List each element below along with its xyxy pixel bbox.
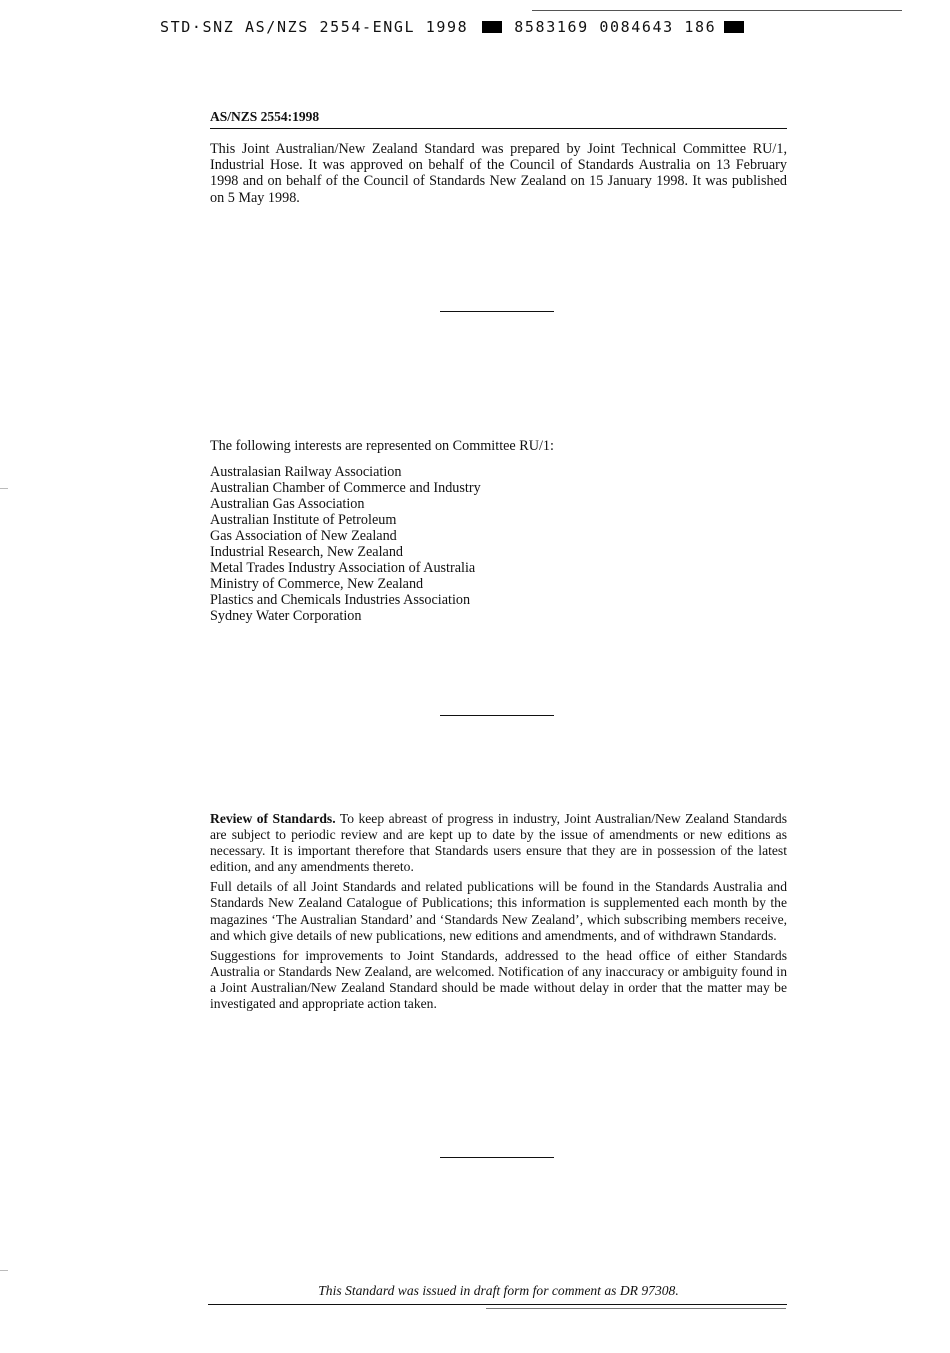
scan-header-left-text: STD·SNZ AS/NZS 2554-ENGL 1998: [160, 18, 469, 36]
scan-mark-block: [482, 21, 502, 33]
committee-member: Industrial Research, New Zealand: [210, 544, 404, 560]
committee-intro: The following interests are represented on Committee RU/1:: [210, 438, 554, 454]
review-of-standards: [210, 811, 787, 1016]
section-divider: [440, 311, 554, 312]
scan-header-right-text: 8583169 0084643 186: [514, 18, 717, 36]
committee-member: Plastics and Chemicals Industries Association: [210, 592, 471, 608]
committee-member: Australian Gas Association: [210, 496, 365, 512]
review-paragraph: Suggestions for improvements to Joint Standards, addressed to the head office of either Standards Australia or Standards New Zealand, are welcomed. Notification of any inaccuracy or ambiguity found in a Joint Australian/New Zealand Standard should be made without delay in order that the matter may be investigated and appropriate action taken.: [210, 947, 787, 1012]
committee-member: Australian Chamber of Commerce and Industry: [210, 480, 481, 496]
scan-mark-block: [724, 21, 744, 33]
scan-edge-mark: [0, 1270, 8, 1271]
review-heading: Review of Standards.: [210, 811, 336, 826]
committee-interests: [210, 438, 787, 624]
footer-rule: [208, 1304, 787, 1305]
committee-member: Australian Institute of Petroleum: [210, 512, 397, 528]
committee-member: Gas Association of New Zealand: [210, 528, 397, 544]
scan-header: [160, 18, 820, 36]
draft-footer-note: This Standard was issued in draft form for comment as DR 97308.: [318, 1283, 679, 1298]
footer-rule-secondary: [486, 1308, 786, 1309]
section-divider: [440, 715, 554, 716]
approval-paragraph: This Joint Australian/New Zealand Standard was prepared by Joint Technical Committee RU/1, Industrial Hose. It was approved on behalf of the Council of Standards Australia on 13 February 1998 and on behalf of the Council of Standards New Zealand on 15 January 1998. It was published on 5 May 1998.: [210, 141, 787, 206]
review-paragraph-text: To keep abreast of progress in industry, Joint Australian/New Zealand Standards are subject to periodic review and are kept up to date by the issue of amendments or new editions as necessary. It is important therefore that Standards users ensure that they are in possession of the latest edition, and any amendments thereto.: [210, 811, 788, 875]
standard-number-heading: AS/NZS 2554:1998: [210, 109, 787, 129]
review-paragraph: [210, 811, 787, 875]
committee-member: Sydney Water Corporation: [210, 608, 362, 624]
committee-member: Metal Trades Industry Association of Australia: [210, 560, 476, 576]
committee-member: Australasian Railway Association: [210, 464, 402, 480]
committee-member: Ministry of Commerce, New Zealand: [210, 576, 424, 592]
scan-edge-mark: [0, 488, 8, 489]
scan-header-rule: [532, 10, 902, 11]
section-divider: [440, 1157, 554, 1158]
review-paragraph: Full details of all Joint Standards and related publications will be found in the Standards Australia and Standards New Zealand Catalogue of Publications; this information is supplemented each month by the magazines ‘The Australian Standard’ and ‘Standards New Zealand’, which subscribing members receive, and which give details of new publications, new editions and amendments, and of withdrawn Standards.: [210, 879, 787, 943]
committee-member-list: [210, 464, 787, 624]
